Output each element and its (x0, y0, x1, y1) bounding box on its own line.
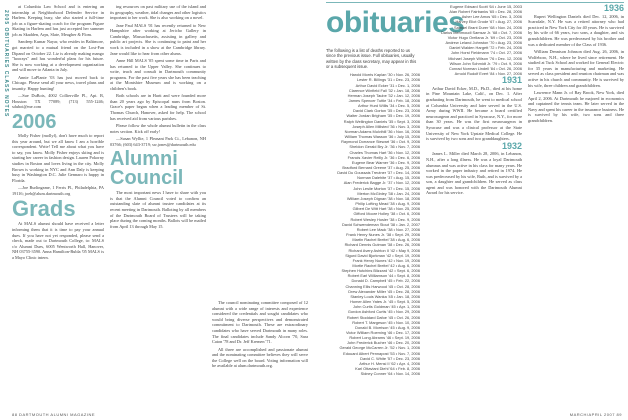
obituary-entry: Donald D. Campbell '45 • Feb. 22, 2006 (351, 278, 420, 284)
obituary-entry: Stephen Hutchins Blizzard '42 • Sept. 6, 2006 (341, 268, 420, 274)
class-note-signature: —Joe Burlingame, 1 Ferris Pl., Philadelphia, PA 19116; joeb@alum.dartmouth.org (12, 185, 104, 196)
obituary-entry: Norman Adams Mulvihill '36 • Nov. 16, 2006 (344, 128, 420, 134)
obituary-entry: Arnold Rudolf Evert '84 • Nov. 27, 2006 (454, 71, 522, 77)
intro-text: The following is a list of deaths reported to us since the previous issue. Full obituaries, usually written by the class secretary, may appear in this or a subsequent issue. (326, 48, 417, 69)
class-note-paragraph: Both schools are in Hartt and were founded more than 20 years ago by Episcopal nuns from Boston. Grace's paper began when a leading member of St. Thomas Church, Hanover, asked for help. The school has received aid from various parishes. (110, 93, 206, 121)
obituary-entry: Sheldon Gerald Bry Jr. '36 • Nov. 7, 2006 (349, 144, 420, 150)
obituary-entry: Eugene Edward Scott '64 • June 15, 2003 (450, 4, 522, 9)
alumni-heading: Alumni (110, 148, 178, 171)
side-tab: 2005 OBITUARIES CLASS NOTES (3, 10, 9, 118)
class-note-paragraph: At MALS alumni should have received a letter informing them that it is time to pay your annual dues. If you have not yet responded, please send a check, made out to Dartmouth College, to: MALS c/o Alumni Dues, 6005 Wentworth Hall, Hanover, NH 03755-3590. Anna Hamilton-Bubla '05 MALS is a Mayo Clinic intern. (12, 221, 104, 260)
page-footer-right: MARCH/APRIL 2007 89 (569, 412, 622, 417)
obituary-entry: Alan Frederick Bagge Jr. '37 • Nov. 12, 2006 (343, 180, 420, 186)
obituary-entry: Joseph Allen Millsted '36 • Nov. 3, 2006 (352, 123, 420, 129)
page-title: obituaries (326, 6, 465, 39)
obituary-entry: Philip Lofting Mead '38 • Aug. 9, 2006 (355, 201, 420, 207)
obituary-entry: Arthur Hurd Willis '34 • Dec. 5, 2006 (357, 103, 420, 109)
obituary-paragraph: William Dennison Johnson died Aug. 26, 2006, in Wolfeboro, N.H., where he lived since retirement. He studied at Tuck School and worked for General Electric for 35 years in manufacturing and marketing. He served as class president and reunion chairman and was active in his church and community. He is survived by his wife, three children and grandchildren. (528, 48, 624, 88)
obituary-entry: Gilbert De Witt Hart '38 • Nov. 25, 2006 (352, 206, 420, 212)
obituary-entry: Herman Joseph Taube '32 • Jan. 12, 2006 (347, 92, 420, 98)
obituary-list-column (326, 48, 420, 376)
obituary-paragraph: Rupert Wellington Daniels died Dec. 12, 2006, in Scarsdale, N.Y. He was a retired attorney who had practiced in New York City for 40 years. He is survived by his wife of 66 years, two sons, a daughter, and six grandchildren. He was predeceased by his brother and was a dedicated member of the Class of 1936. (528, 13, 624, 47)
obituary-entry: Andrew Leland Johnston '70 • Aug. 23, 2006 (445, 40, 522, 46)
obituary-entry: Richard Avery Ashton II '42 • May 9, 2006 (348, 247, 420, 253)
obituary-entry: Walter Jordan Brigham '35 • Dec. 19, 2006 (346, 113, 420, 119)
council-heading: Council (110, 167, 184, 190)
obituary-entry: Ralph Wellington Daniels '35 • Sept. 3, 2006 (343, 118, 420, 124)
class-note-paragraph: Please follow the whole alumni bulletin in the class notes section. Kick off early! (110, 123, 206, 134)
obituary-entry: Stanley Louis Wanka '45 • Jan. 18, 2006 (350, 293, 420, 299)
obituary-entry: Charles Thomas Hart '36 • Nov. 12, 2006 (349, 149, 420, 155)
obituary-entry: David Clark Gorton '35 • Dec. 23, 2006 (353, 108, 420, 114)
obituary-entry: Arthur David Ecker '31 • Dec. 1, 2006 (355, 82, 420, 88)
obituary-entry: Frank Henry Nunes Jr. '38 • Sept. 29, 2006 (346, 232, 420, 238)
class-year-heading: 1932 (501, 140, 522, 151)
left-column-3 (212, 300, 308, 371)
obituary-entry: Samuel Brant Durer '68 • Nov. 24, 2006 (454, 24, 522, 30)
page-footer-left: 88 DARTMOUTH ALUMNI MAGAZINE (12, 412, 96, 417)
obituary-entry: Michael Joseph Wilson '76 • Dec. 12, 2006 (448, 55, 522, 61)
obituary-entry: John Horst Fieldmann '74 • Oct. 27, 2006 (450, 50, 522, 56)
obituary-entry: Eugene Bear Warner '36 • Dec. 9, 2006 (351, 159, 420, 165)
class-note-paragraph: All three are accomplished and passionate alumni and the nominating committee believes they will serve the College well on the board. Voting information will be available at alum.dartmouth.org. (212, 346, 308, 369)
class-note-paragraph: Molly Fisher (mollyf), don't have much to report this year around, but we all know I am a horrible correspondent. Write! Tell me about what you have to say, you know. Molly Fisher enjoys skiing and is starting her career in fashion design. Lauren Pokorny studies in Boston and loves living in the city. Molly Brown is working in NYC and Ann Daly is keeping busy in Washington D.C. Julie Gennaro is happy in Florida. (12, 133, 104, 183)
obituary-entry: Victor Hugo Orellana Jr. '69 • Oct. 23, 2006 (447, 34, 522, 40)
obituary-entry: David Schwendeman Stout '38 • Jan. 2, 2007 (341, 221, 420, 227)
death-list-continued (426, 4, 522, 76)
obituary-entry: Harold Morris Kaplan '30 • Nov. 26, 2006 (349, 72, 420, 78)
obituary-entry: Gifford Moore Holley '38 • Oct. 6, 2006 (353, 211, 420, 217)
obituary-entry: Karl Ottaviani Diehl '64 • Feb. 8, 2006 (355, 366, 420, 372)
class-year-heading: 2006 (12, 111, 57, 134)
obituary-entry: Wilson John Schmidt Jr. '79 • Oct. 9, 2006 (449, 60, 522, 66)
left-column-1 (12, 4, 104, 262)
top-rule (326, 2, 624, 3)
class-note-signature: —Susan Wyllie, 1 Pleasant Park Ct., Lebanon, NH 03766; (603) 643-3719; sw.jones@dartmouth.edu (110, 136, 206, 147)
obituary-entry: Robert Lee Mack '38 • Nov. 27, 2006 (356, 226, 420, 232)
obituary-column-3 (528, 4, 624, 125)
obituary-entry: Richard Dennis Gutman '38 • Dec. 26, 2006 (344, 242, 420, 248)
obituary-entry: Asher Lee Amos '65 • Dec. 3, 2006 (461, 14, 522, 20)
obituary-entry: Clarence Winfield Fall '32 • Jan. 18, 2006 (348, 87, 420, 93)
obituary-paragraph: Arthur David Ecker, M.D., Ph.D., died at his home in Pine Mountain Lake, Calif., on Dec. 1. After graduating from Dartmouth, he went to medical school at Columbia University and later served in the U.S. Army during WWII. He became a board certified neurosurgeon and practiced in Syracuse, N.Y., for more than 30 years. He was the first neurosurgeon in Syracuse and was a clinical professor at the State University of New York Upstate Medical College. He is survived by two sons and two granddaughters. (426, 85, 522, 142)
obituary-entry: Francis Xavier Reilly Jr. '36 • Dec. 6, 2006 (347, 154, 420, 160)
class-note-paragraph: ing resources on past military use of the island and its geography, weather, tidal changes and other logistics important to her work. She is also working on a novel. (110, 4, 206, 21)
class-note-paragraph: Jane Paul MALS '01 has recently returned to New Hampshire after working at Jericho Gallery in Cambridge, Massachusetts, assisting in gallery and public art projects. She is continuing to paint and her work is included in a show at the Cambridge library. Jane would like to hear from other alums. (110, 22, 206, 56)
death-list (326, 72, 420, 376)
obituary-entry: Merton McGinley '38 • Jan. 24, 2006 (357, 190, 420, 196)
left-column-2 (110, 4, 206, 231)
obituary-entry: Edouard Albert Pennapost '53 • Nov. 7, 2006 (343, 350, 420, 356)
obituary-entry: Channing Ellis Harwood '45 • Oct. 28, 2006 (345, 283, 420, 289)
obituary-entry: John Leslie Morton '37 • Dec. 15, 2006 (353, 185, 420, 191)
class-note-paragraph: Anne Hill MALS '05 spent some time in Paris and has returned to the Upper Valley. She continues to write, teach and consult in Dartmouth community programs. For the past five years she has been teaching at the Montshire Museum and is working on a children's book. (110, 57, 206, 91)
obituary-entry: Martin Rachel Breitel '38 • Aug. 6, 2006 (352, 237, 420, 243)
obituary-entry: Gerald George McCarren Jr. '52 • Nov. 1, 2006 (339, 345, 420, 351)
class-year-heading: 1931 (501, 75, 522, 86)
obituary-entry: Raymond Dorrance Stewart '36 • Oct. 9, 2006 (341, 139, 420, 145)
obituary-entry: Lester R. Billings '31 • Dec. 23, 2006 (356, 77, 420, 83)
obituary-entry: Donald B. Morrison '45 • Aug. 9, 2006 (355, 324, 420, 330)
obituary-entry: Bradford Bernard Greene '37 • Aug. 25, 2006 (342, 165, 420, 170)
class-note-paragraph: at Columbia Law School and is entering an internship at Neighborhood Defender Service in Harlem. Keeping busy, she also started a full-time job as a figure-skating coach for the program Figure Skating in Harlem and has just accepted her summer job as Skadden, Arps, Slate, Meagher & Flom. (12, 4, 104, 37)
obituary-entry: Conrad Norman Lindell '84 • Oct. 26, 2006 (448, 65, 522, 71)
obituary-entry: John Curtis Goldman '45 • Apr. 1, 2006 (353, 304, 420, 310)
obituary-entry: Darius Mehmoudi Samsar Jr. '68 • Oct. 7, 2006 (440, 29, 522, 35)
class-note-paragraph: The most important news I have to share with you is that the Alumni Council voted to confirm an outstanding slate of alumni trustee candidates at its recent meeting in Dartmouth. Balloting by all members of the Dartmouth Board of Trustees will be taking place during the coming months. Ballots will be mailed from April 13 through May 15. (110, 190, 206, 229)
obituary-entry: Daniel Walden Hargett '72 • Feb. 24, 2006 (449, 45, 522, 51)
obituary-entry: Frank Henry Nunes '42 • Nov. 19, 2006 (352, 257, 420, 263)
obituary-entry: Arthur H. Mensi II '62 • Apr. 4, 2006 (359, 360, 420, 366)
obituary-entry: Robert Stoddard Dafoe '45 • Oct. 26, 2006 (346, 314, 420, 320)
obituary-entry: Harvey Eliot Grode '67 • Aug. 27, 2006 (455, 19, 522, 25)
obituary-entry: Sigurd David Bjorkman '42 • Sept. 19, 2006 (345, 252, 420, 258)
obituary-entry: William Thomas Wasson '36 • July 15, 2006 (344, 134, 420, 140)
obituary-column-2 (426, 4, 522, 198)
obituary-entry: Homer Allen Yates Jr. '45 • Sept. 5, 2006 (350, 299, 420, 305)
class-year-heading: 1936 (603, 3, 624, 13)
obituary-entry: William Joseph Dignan '38 • Nov. 18, 2006 (346, 195, 420, 201)
obituary-entry: David C. White '57 • Dec. 23, 2006 (360, 355, 420, 361)
obituary-entry: Robert Long Abrams '46 • Sept. 19, 2006 (349, 335, 420, 341)
obituary-entry: Robert T. Margeson '45 • Nov. 10, 2006 (352, 319, 420, 325)
obituary-entry: David Du Goussais Treutner '37 • Dec. 14, 2006 (337, 170, 420, 176)
obituary-entry: Gordon Ashford Curtis '45 • Nov. 29, 2006 (347, 309, 420, 315)
obituary-entry: Norman Dalehite '37 • Aug. 15, 2006 (357, 175, 420, 181)
class-note-paragraph: The council nominating committee composed of 12 alumni with a wide range of interests and experience considered the credentials and sought candidates who would bring diverse perspectives and demonstrated commitment to Dartmouth. These are extraordinary candidates who have served Dartmouth in many roles. The final candidates include Sandy Alcorn '70, Sara Caton '78 and Dr. Jeff Kremen '71. (212, 300, 308, 345)
obituary-entry: Robert Wesley Hosler '38 • Dec. 9, 2006 (350, 216, 420, 222)
obituary-entry: James Spencer Tuttle '34 • Feb. 18, 2006 (348, 97, 420, 103)
obituary-paragraph: James L. Miller died March 28, 2006, in Lebanon, N.H., after a long illness. He was a loyal Dartmouth alumnus and was active in his class for many years. He worked in the paper industry and retired in 1974. He was predeceased by his wife, Ruth, and is survived by a son, a daughter and grandchildren. He served as class agent and was honored with the Dartmouth Alumni Award for his service. (426, 151, 522, 196)
obituary-entry: Mortie Rachel Breitel '42 • Aug. 6, 2006 (352, 262, 420, 268)
class-note-paragraph: Sandeep Kumar Nayar, who resides in Baltimore, got married to a mutual friend on the Lost-Fan Dipand on October 22. Liz is already making mango "hoorays" and has wonderful plans for his future. She is now working at a development organization and will move to Atlanta in July. (12, 39, 104, 73)
obituary-entry: Sidney Conner '64 • Nov. 14, 2006 (360, 371, 420, 377)
obituary-entry: Alan Robert Fairbanks '65 • Dec. 28, 2006 (449, 9, 522, 15)
obituary-entry: Robert Earl Williamson '44 • Sept. 8, 2006 (347, 273, 420, 279)
class-note-paragraph: Annie LaPlante '03 has just moved back to Chicago. Please send all your news, travel plans and insanity. Happy hunting! (12, 74, 104, 91)
obituary-paragraph: Lawrence Mann Jr. of Bay Brook, New York, died April 2, 2006. At Dartmouth he majored in economics and captained the tennis team. He later served in the Navy and spent his career in the insurance business. He is survived by his wife, two sons and three grandchildren. (528, 89, 624, 123)
obituary-entry: Victor William Roeming '46 • Dec. 17, 2006 (345, 330, 420, 335)
obituary-entry: Drew Alexander Miller '45 • Dec. 28, 2006 (348, 288, 420, 294)
right-page (314, 0, 628, 420)
grads-heading: Grads (12, 196, 76, 222)
class-note-signature: —Sue DuBois, 4002 Collierville Pl., Apt. B, Houston TX 77089; (713) 555-1246; sduboi@me.com (12, 93, 104, 110)
obituary-entry: John Frederick Bucher '46 • Dec. 20, 2006 (346, 340, 420, 346)
